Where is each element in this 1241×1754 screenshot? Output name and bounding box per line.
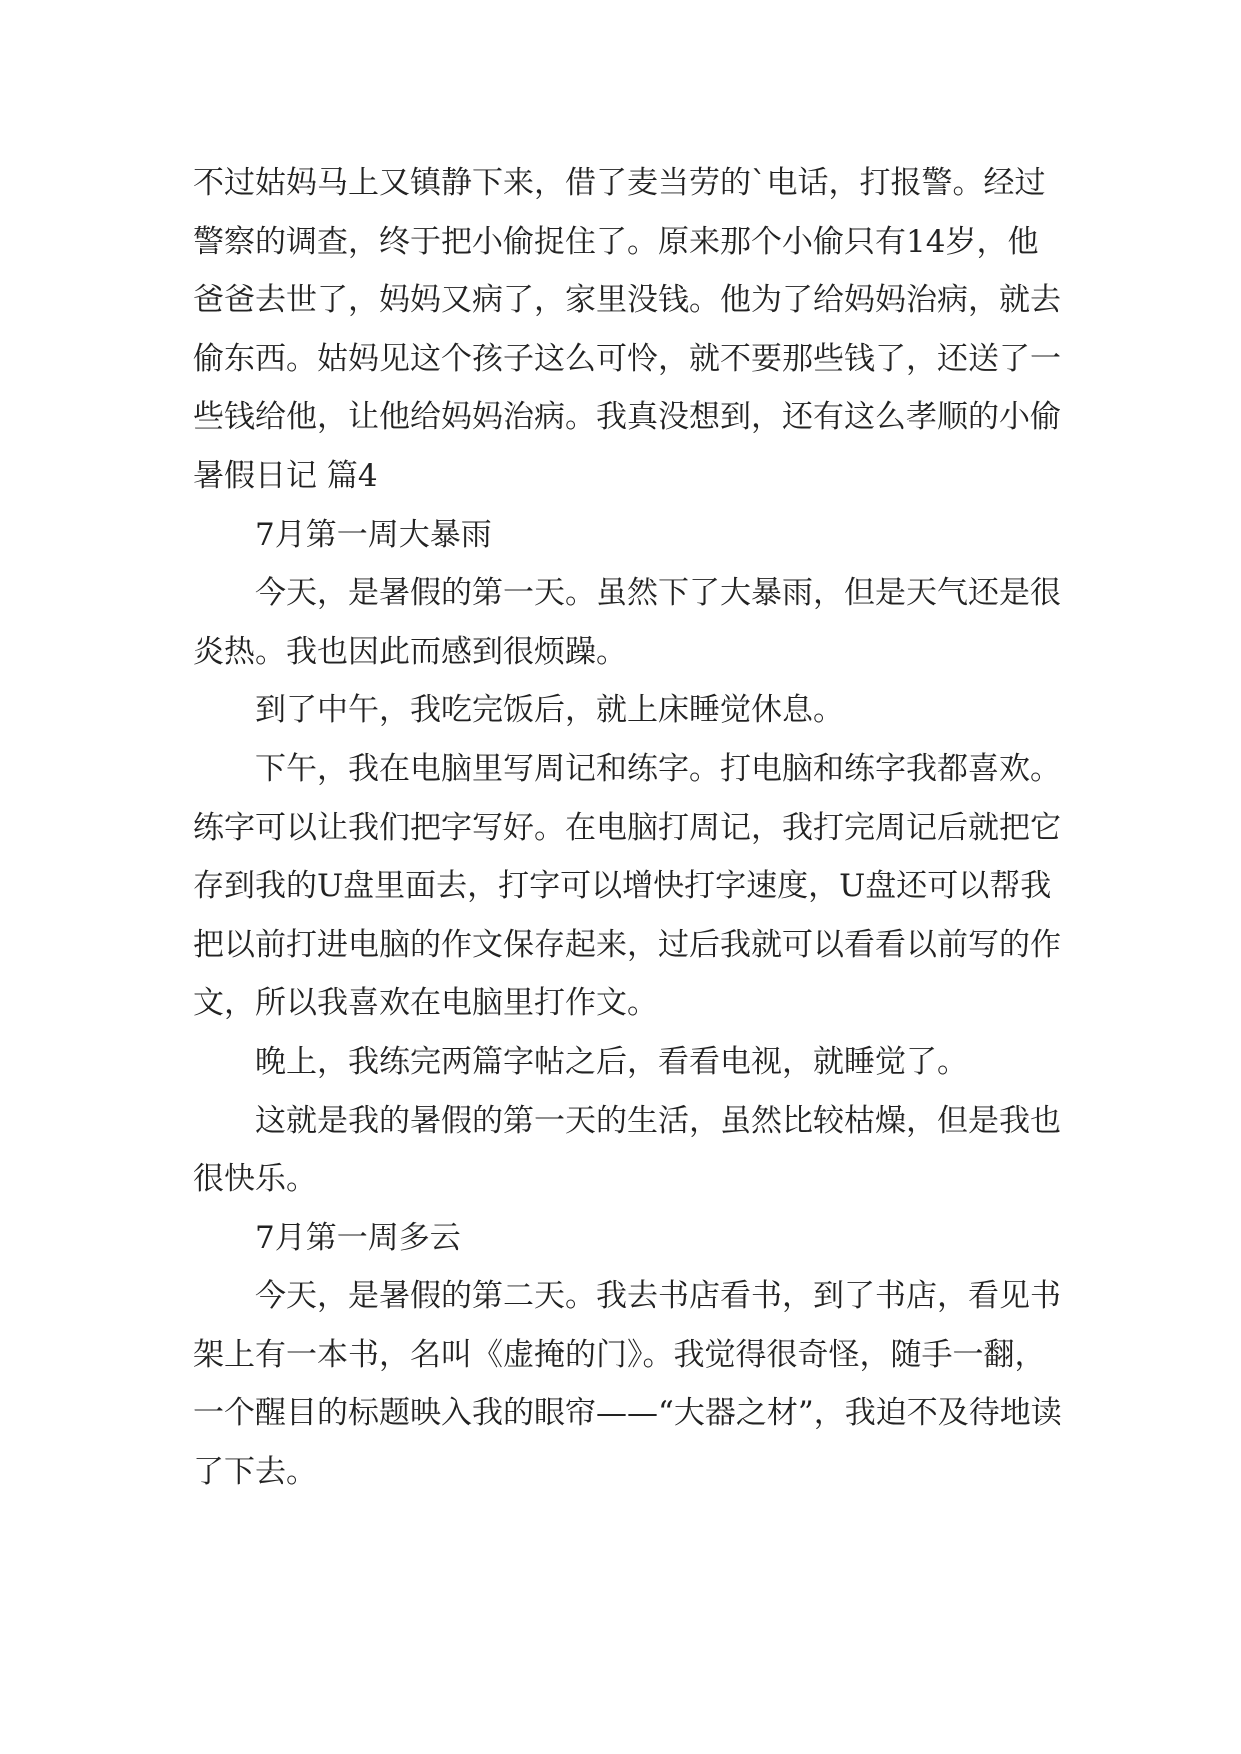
entry1-paragraph-1: 今天，是暑假的第一天。虽然下了大暴雨，但是天气还是很炎热。我也因此而感到很烦躁。 bbox=[193, 575, 1061, 670]
entry2-paragraph-1: 今天，是暑假的第二天。我去书店看书，到了书店，看见书架上有一本书，名叫《虚掩的门》。我觉得很奇怪，随手一翻，一个醒目的标题映入我的眼帘——“大器之材”，我迫不及待地读了下去。 bbox=[193, 1278, 1062, 1491]
document-body bbox=[193, 154, 1063, 1502]
entry1-paragraph-4: 晚上，我练完两篇字帖之后，看看电视，就睡觉了。 bbox=[255, 1043, 968, 1080]
entry1-paragraph-3: 下午，我在电脑里写周记和练字。打电脑和练字我都喜欢。练字可以让我们把字写好。在电脑打周记，我打完周记后就把它存到我的U盘里面去，打字可以增快打字速度，U盘还可以帮我把以前打进电脑的作文保存起来，过后我就可以看看以前写的作文，所以我喜欢在电脑里打作文。 bbox=[193, 750, 1061, 1022]
opening-paragraph: 不过姑妈马上又镇静下来，借了麦当劳的`电话，打报警。经过警察的调查，终于把小偷捉住了。原来那个小偷只有14岁，他爸爸去世了，妈妈又病了，家里没钱。他为了给妈妈治病，就去偷东西。姑妈见这个孩子这么可怜，就不要那些钱了，还送了一些钱给他，让他给妈妈治病。我真没想到，还有这么孝顺的小偷 bbox=[193, 165, 1061, 436]
entry2-date-line: 7月第一周多云 bbox=[255, 1219, 461, 1256]
entry1-paragraph-5: 这就是我的暑假的第一天的生活，虽然比较枯燥，但是我也很快乐。 bbox=[193, 1102, 1061, 1198]
entry1-paragraph-2: 到了中午，我吃完饭后，就上床睡觉休息。 bbox=[255, 692, 844, 729]
section-title: 暑假日记 篇4 bbox=[193, 457, 378, 494]
entry1-date-line: 7月第一周大暴雨 bbox=[255, 516, 492, 553]
